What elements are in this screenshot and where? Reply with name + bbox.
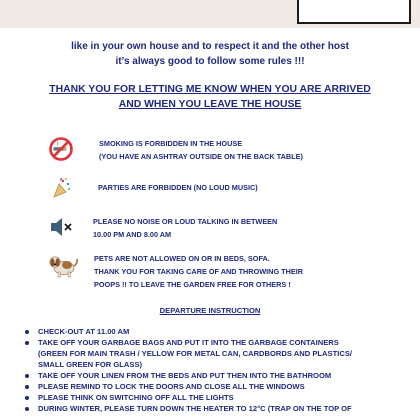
- rule-smoking-text: SMOKING IS FORBIDDEN IN THE HOUSE (YOU HAVE AN ASHTRAY OUTSIDE ON THE BACK TABLE): [99, 139, 303, 161]
- list-item: TAKE OFF YOUR GARBAGE BAGS AND PUT IT INTO THE GARBAGE CONTAINERS (GREEN FOR MAIN TRASH / YELLOW FOR METAL CAN, CARDBORDS AND PLASTICS/ SMALL GREEN FOR GLASS): [8, 337, 420, 370]
- rule-pets-text: PETS ARE NOT ALLOWED ON OR IN BEDS, SOFA. THANK YOU FOR TAKING CARE OF AND THROWING THEIR POOPS !! TO LEAVE THE GARDEN FREE FOR OTHERS !: [94, 254, 304, 289]
- rule-parties-text: PARTIES ARE FORBIDDEN (NO LOUD MUSIC): [98, 183, 258, 192]
- muted-speaker-icon: [48, 214, 74, 240]
- no-smoking-icon: [48, 136, 74, 162]
- intro-line-2: it’s always good to follow some rules !!!: [115, 56, 305, 67]
- header-frame: [297, 0, 411, 24]
- list-item: PLEASE REMIND TO LOCK THE DOORS AND CLOSE ALL THE WINDOWS: [8, 381, 420, 392]
- list-item: PLEASE THINK ON SWITCHING OFF ALL THE LIGHTS: [8, 392, 420, 403]
- list-item: CHECK-OUT AT 11.00 AM: [8, 326, 420, 337]
- departure-title: DEPARTURE INSTRUCTION: [159, 306, 261, 315]
- rule-noise-text: PLEASE NO NOISE OR LOUD TALKING IN BETWEEN 10.00 PM AND 8.00 AM: [93, 217, 278, 239]
- intro-line-1: like in your own house and to respect it and the other host: [71, 41, 349, 52]
- list-item: TAKE OFF YOUR LINEN FROM THE BEDS AND PUT THEN INTO THE BATHROOM: [8, 370, 420, 381]
- dog-icon: [46, 252, 80, 280]
- list-item: DURING WINTER, PLEASE TURN DOWN THE HEATER TO 12°C (TRAP ON THE TOP OF: [8, 403, 420, 414]
- heading-line-2: AND WHEN YOU LEAVE THE HOUSE: [118, 99, 302, 110]
- arrival-heading: [20, 82, 400, 112]
- party-popper-icon: [48, 175, 74, 201]
- departure-list: [8, 326, 420, 414]
- heading-line-1: THANK YOU FOR LETTING ME KNOW WHEN YOU ARE ARRIVED: [49, 84, 371, 95]
- intro-text: [20, 39, 400, 69]
